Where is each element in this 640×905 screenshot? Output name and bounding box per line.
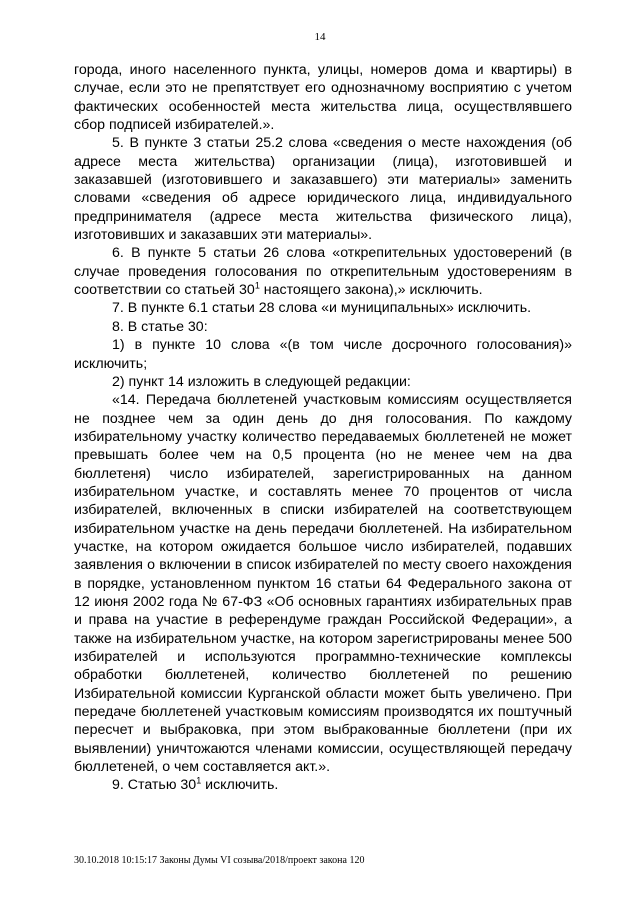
paragraph [74, 244, 572, 299]
paragraph [74, 391, 572, 776]
paragraph [74, 373, 572, 391]
paragraph [74, 61, 572, 134]
superscript: 1 [254, 280, 260, 291]
document-body [74, 61, 572, 795]
paragraph-text: 2) пункт 14 изложить в следующей редакции: [112, 373, 411, 390]
paragraph-text: 9. Статью 30 [112, 777, 197, 794]
page-number: 14 [314, 31, 326, 43]
paragraph [74, 318, 572, 336]
paragraph-text: «14. Передача бюллетеней участковым комиссиям осуществляется не позднее чем за один день до дня голосования. По каждому избирательному участку количество передаваемых бюллетеней не может превышать более чем на 0,5 процента (но не менее чем на два бюллетеня) число избирателей, зарегистрированных на данном избирательном участке, и составлять менее 70 процентов от числа избирателей, включенных в списки избирателей на соответствующем избирательном участке на день передачи бюллетеней. На избирательном участке, на котором ожидается большое число избирателей, подавших заявления о включении в список избирателей по месту своего нахождения в порядке, установленном пунктом 16 статьи 64 Федерального закона от 12 июня 2002 года № 67-ФЗ «Об основных гарантиях избирательных прав и права на участие в референдуме граждан Российской Федерации», а также на избирательном участке, на котором зарегистрированы менее 500 избирателей и используются программно-технические комплексы обработки бюллетеней, количество бюллетеней по решению Избирательной комиссии Курганской области может быть увеличено. При передаче бюллетеней участковым комиссиям производятся их поштучный пересчет и выбраковка, при этом выбракованные бюллетени (при их выявлении) уничтожаются членами комиссии, осуществляющей передачу бюллетеней, о чем составляется акт.». [74, 392, 572, 776]
paragraph-text: 7. В пункте 6.1 статьи 28 слова «и муниципальных» исключить. [112, 300, 532, 317]
paragraph-text: 6. В пункте 5 статьи 26 слова «открепительных удостоверений (в случае проведения голосования по открепительным удостоверениям в соответствии со статьей 30 [74, 245, 572, 299]
paragraph [74, 776, 572, 794]
superscript: 1 [196, 775, 202, 786]
paragraph [74, 299, 572, 317]
paragraph [74, 336, 572, 373]
paragraph-text: 8. В статье 30: [112, 318, 208, 335]
paragraph-text: исключить. [201, 777, 279, 794]
paragraph-text: города, иного населенного пункта, улицы, номеров дома и квартиры) в случае, если это не препятствует его однозначному восприятию с учетом фактических особенностей места жительства лица, осуществлявшего сбор подписей избирателей.». [74, 62, 572, 134]
paragraph-text: 1) в пункте 10 слова «(в том числе досрочного голосования)» исключить; [74, 337, 572, 372]
paragraph [74, 134, 572, 244]
document-footer: 30.10.2018 10:15:17 Законы Думы VI созыва/2018/проект закона 120 [74, 855, 365, 866]
paragraph-text: 5. В пункте 3 статьи 25.2 слова «сведения о месте нахождения (об адресе места жительства) организации (лица), изготовившей и заказавшей (изготовившего и заказавшего) эти материалы» заменить словами «сведения об адресе юридического лица, индивидуального предпринимателя (адресе места жительства физического лица), изготовивших и заказавших эти материалы». [74, 135, 572, 244]
paragraph-text: настоящего закона),» исключить. [259, 282, 483, 299]
